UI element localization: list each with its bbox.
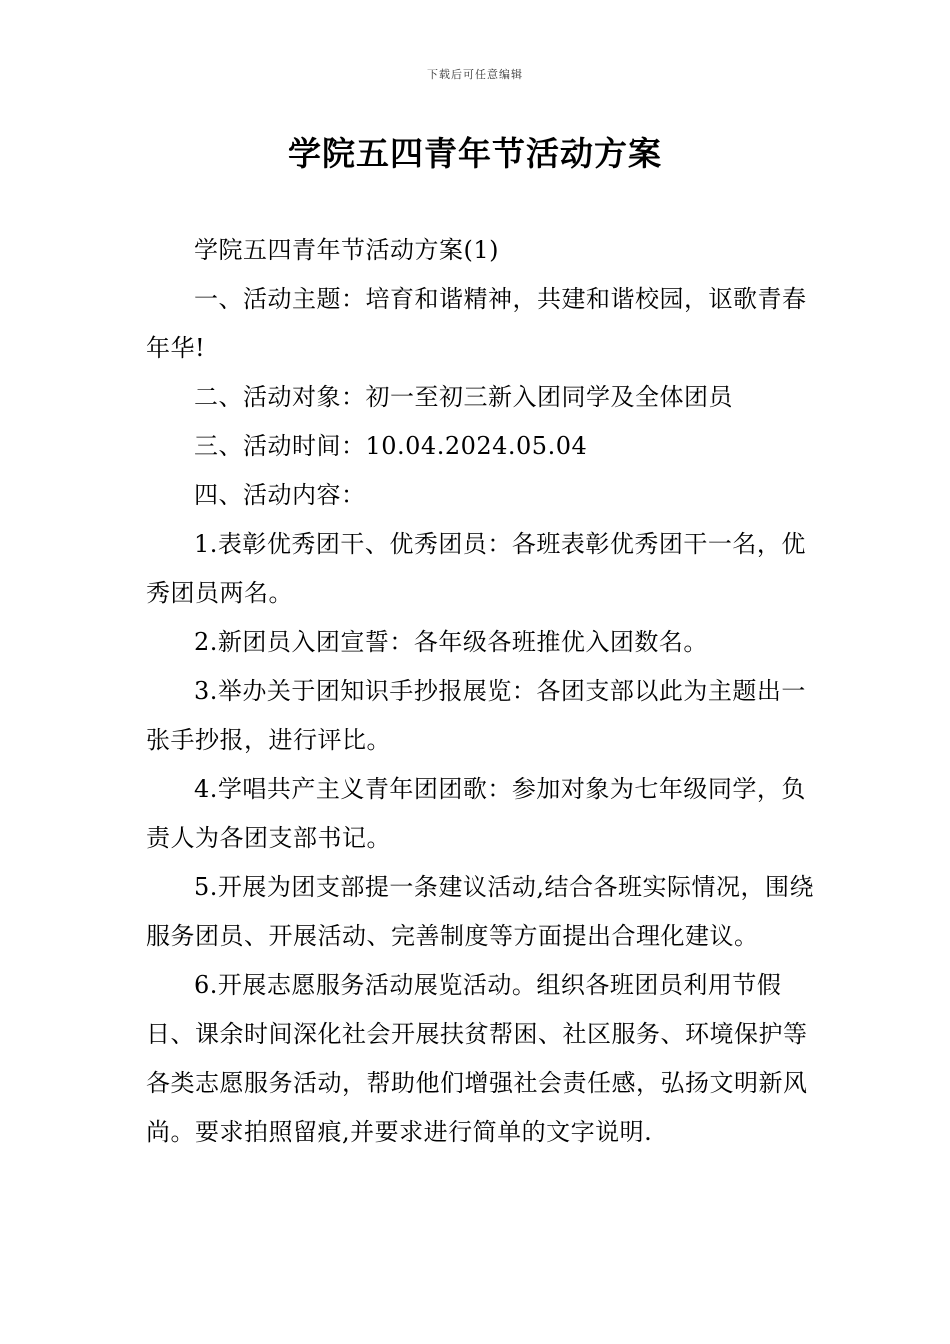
paragraph-item-4: 4.学唱共产主义青年团团歌：参加对象为七年级同学，负责人为各团支部书记。 <box>146 775 806 852</box>
document-title: 学院五四青年节活动方案 <box>288 134 662 173</box>
paragraph-item-2: 2.新团员入团宣誓：各年级各班推优入团数名。 <box>194 628 708 656</box>
document-body <box>146 226 826 1157</box>
paragraph-subtitle: 学院五四青年节活动方案(1) <box>194 236 499 264</box>
paragraph-audience: 二、活动对象：初一至初三新入团同学及全体团员 <box>194 383 733 411</box>
paragraph-content-heading: 四、活动内容： <box>194 481 366 509</box>
paragraph-theme: 一、活动主题：培育和谐精神，共建和谐校园，讴歌青春年华! <box>146 285 807 362</box>
paragraph-time: 三、活动时间：10.04.2024.05.04 <box>194 432 588 460</box>
header-note: 下载后可任意编辑 <box>427 68 523 81</box>
paragraph-item-3: 3.举办关于团知识手抄报展览：各团支部以此为主题出一张手抄报，进行评比。 <box>146 677 806 754</box>
paragraph-item-6: 6.开展志愿服务活动展览活动。组织各班团员利用节假日、课余时间深化社会开展扶贫帮困、社区服务、环境保护等各类志愿服务活动，帮助他们增强社会责任感，弘扬文明新风尚。要求拍照留痕,并要求进行简单的文字说明. <box>146 971 808 1146</box>
paragraph-item-1: 1.表彰优秀团干、优秀团员：各班表彰优秀团干一名，优秀团员两名。 <box>146 530 806 607</box>
paragraph-item-5: 5.开展为团支部提一条建议活动,结合各班实际情况，围绕服务团员、开展活动、完善制度等方面提出合理化建议。 <box>146 873 815 950</box>
